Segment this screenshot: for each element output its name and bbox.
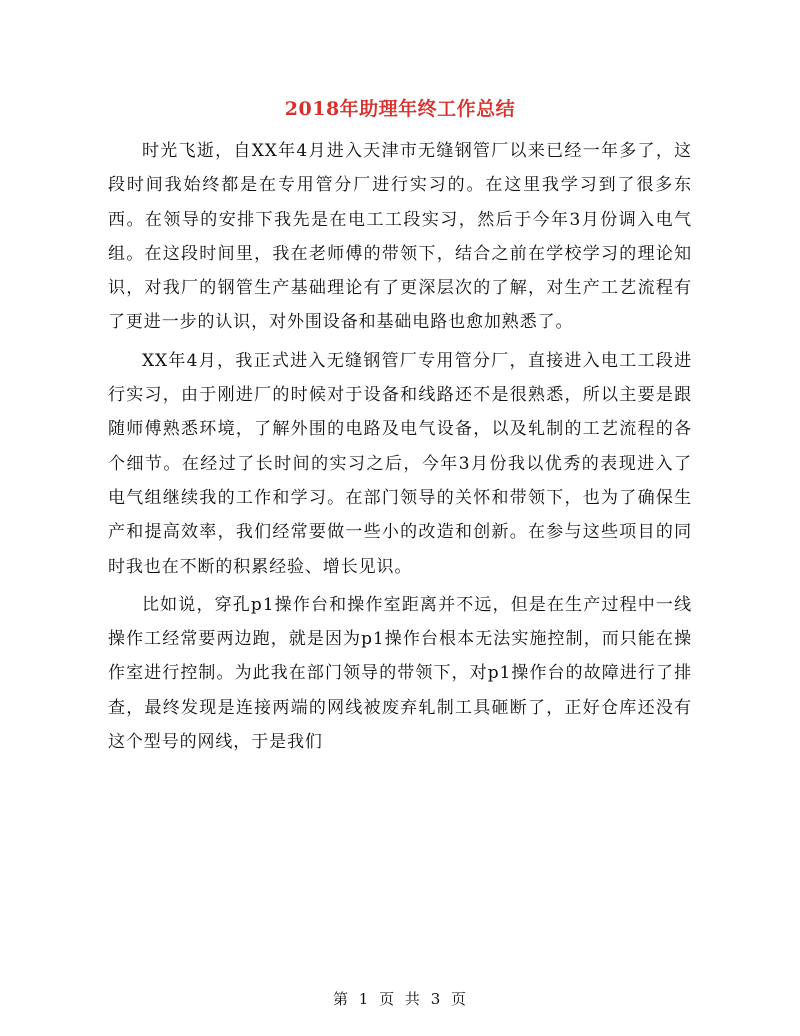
page-footer <box>0 988 800 1009</box>
paragraph-1: 时光飞逝，自XX年4月进入天津市无缝钢管厂以来已经一年多了，这段时间我始终都是在专用管分厂进行实习的。在这里我学习到了很多东西。在领导的安排下我先是在电工工段实习，然后于今年3月份调入电气组。在这段时间里，我在老师傅的带领下，结合之前在学校学习的理论知识，对我厂的钢管生产基础理论有了更深层次的了解，对生产工艺流程有了更进一步的认识，对外围设备和基础电路也愈加熟悉了。 <box>108 141 692 333</box>
total-unit: 页 <box>451 990 468 1008</box>
total-prefix: 共 <box>404 990 421 1008</box>
document-body <box>108 134 692 763</box>
total-pages: 3 <box>430 990 442 1008</box>
page-unit: 页 <box>379 990 396 1008</box>
page-prefix: 第 <box>332 990 349 1008</box>
paragraph-2: XX年4月，我正式进入无缝钢管厂专用管分厂，直接进入电工工段进行实习，由于刚进厂的时候对于设备和线路还不是很熟悉，所以主要是跟随师傅熟悉环境，了解外围的电路及电气设备，以及轧制的工艺流程的各个细节。在经过了长时间的实习之后，今年3月份我以优秀的表现进入了电气组继续我的工作和学习。在部门领导的关怀和带领下，也为了确保生产和提高效率，我们经常要做一些小的改造和创新。在参与这些项目的同时我也在不断的积累经验、增长见识。 <box>108 350 692 577</box>
paragraph-3: 比如说，穿孔p1操作台和操作室距离并不远，但是在生产过程中一线操作工经常要两边跑，就是因为p1操作台根本无法实施控制，而只能在操作室进行控制。为此我在部门领导的带领下，对p1操作台的故障进行了排查，最终发现是连接两端的网线被废弃轧制工具砸断了，正好仓库还没有这个型号的网线，于是我们 <box>108 594 692 753</box>
document-title: 2018年助理年终工作总结 <box>284 98 516 120</box>
page-number: 1 <box>358 990 370 1008</box>
